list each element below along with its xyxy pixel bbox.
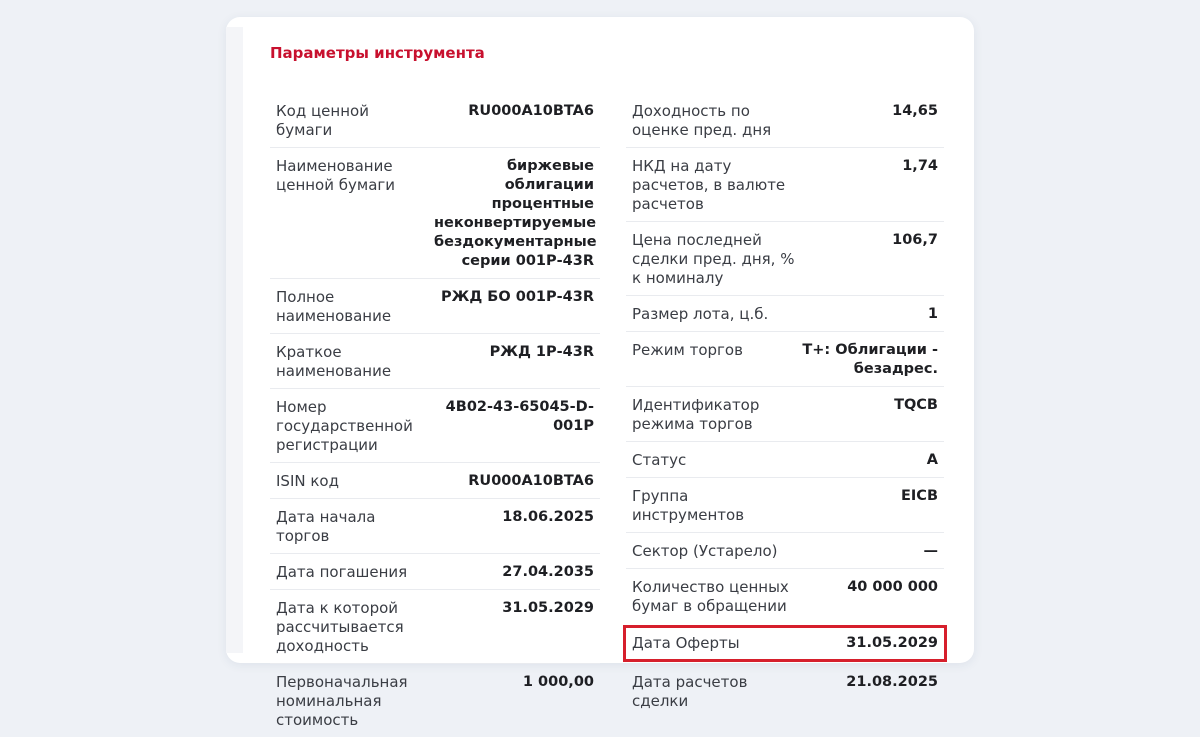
param-value: РЖД 1Р-43R xyxy=(489,344,594,360)
param-row xyxy=(270,589,600,663)
param-value: A xyxy=(926,452,938,468)
param-row xyxy=(626,331,944,386)
param-row xyxy=(270,278,600,333)
param-row xyxy=(270,663,600,737)
param-value: 106,7 xyxy=(892,232,938,248)
params-column-left xyxy=(270,93,600,737)
param-row xyxy=(626,386,944,441)
section-title: Параметры инструмента xyxy=(270,44,485,62)
param-value: 31.05.2029 xyxy=(502,600,594,616)
param-value: 1 000,00 xyxy=(522,674,594,690)
param-row xyxy=(626,532,944,568)
param-value: 14,65 xyxy=(892,103,938,119)
param-value: 18.06.2025 xyxy=(502,509,594,525)
param-row xyxy=(270,333,600,388)
param-row xyxy=(270,498,600,553)
param-row xyxy=(270,462,600,498)
param-value: биржевые облигации процентные неконвертируемые бездокументарные серии 001Р-43R xyxy=(434,158,597,269)
param-label: Цена последней сделки пред. дня, % к номиналу xyxy=(632,231,795,287)
param-value: 1 xyxy=(927,306,938,322)
instrument-params-card xyxy=(226,17,974,729)
param-value: 40 000 000 xyxy=(847,579,938,595)
param-label: Дата начала торгов xyxy=(276,508,376,545)
param-label: Наименование ценной бумаги xyxy=(276,157,396,194)
param-label: Первоначальная номинальная стоимость xyxy=(276,673,408,729)
param-label: Размер лота, ц.б. xyxy=(632,305,769,323)
param-value: RU000A10BTA6 xyxy=(468,473,594,489)
param-label: Дата к которой рассчитывается доходность xyxy=(276,599,404,655)
param-label: Количество ценных бумаг в обращении xyxy=(632,578,789,615)
param-row xyxy=(626,441,944,477)
param-label: Сектор (Устарело) xyxy=(632,542,778,560)
param-label: Номер государственной регистрации xyxy=(276,398,413,454)
params-column-right xyxy=(626,93,944,718)
param-row xyxy=(626,295,944,331)
param-row xyxy=(270,147,600,278)
param-label: Полное наименование xyxy=(276,288,392,325)
param-row xyxy=(626,93,944,147)
param-row xyxy=(270,553,600,589)
param-value: — xyxy=(923,543,938,559)
param-row xyxy=(626,147,944,221)
param-label: Дата погашения xyxy=(276,563,408,581)
param-row xyxy=(270,93,600,147)
param-value: 1,74 xyxy=(902,158,938,174)
param-row xyxy=(626,568,944,623)
param-row xyxy=(270,388,600,462)
param-value: EICB xyxy=(901,488,938,504)
param-row-offer-date xyxy=(623,625,947,662)
param-value: RU000A10BTA6 xyxy=(468,103,594,119)
param-label: ISIN код xyxy=(276,472,339,490)
param-label: Статус xyxy=(632,451,687,469)
param-row xyxy=(626,664,944,718)
param-label: Доходность по оценке пред. дня xyxy=(632,102,772,139)
param-label: Код ценной бумаги xyxy=(276,102,369,139)
param-label: Краткое наименование xyxy=(276,343,392,380)
param-value: 31.05.2029 xyxy=(846,635,938,651)
param-value: 21.08.2025 xyxy=(846,674,938,690)
param-label: НКД на дату расчетов, в валюте расчетов xyxy=(632,157,786,213)
param-label: Идентификатор режима торгов xyxy=(632,396,760,433)
param-value: TQCB xyxy=(894,397,938,413)
param-row xyxy=(626,477,944,532)
param-value: РЖД БО 001Р-43R xyxy=(440,289,594,305)
param-value: 27.04.2035 xyxy=(502,564,594,580)
param-label: Дата расчетов сделки xyxy=(632,673,748,710)
param-label: Режим торгов xyxy=(632,341,743,359)
param-value: 4B02-43-65045-D-001P xyxy=(445,399,594,434)
param-value: Т+: Облигации - безадрес. xyxy=(802,342,938,377)
param-label: Группа инструментов xyxy=(632,487,745,524)
param-row xyxy=(626,221,944,295)
param-label: Дата Оферты xyxy=(632,634,740,652)
